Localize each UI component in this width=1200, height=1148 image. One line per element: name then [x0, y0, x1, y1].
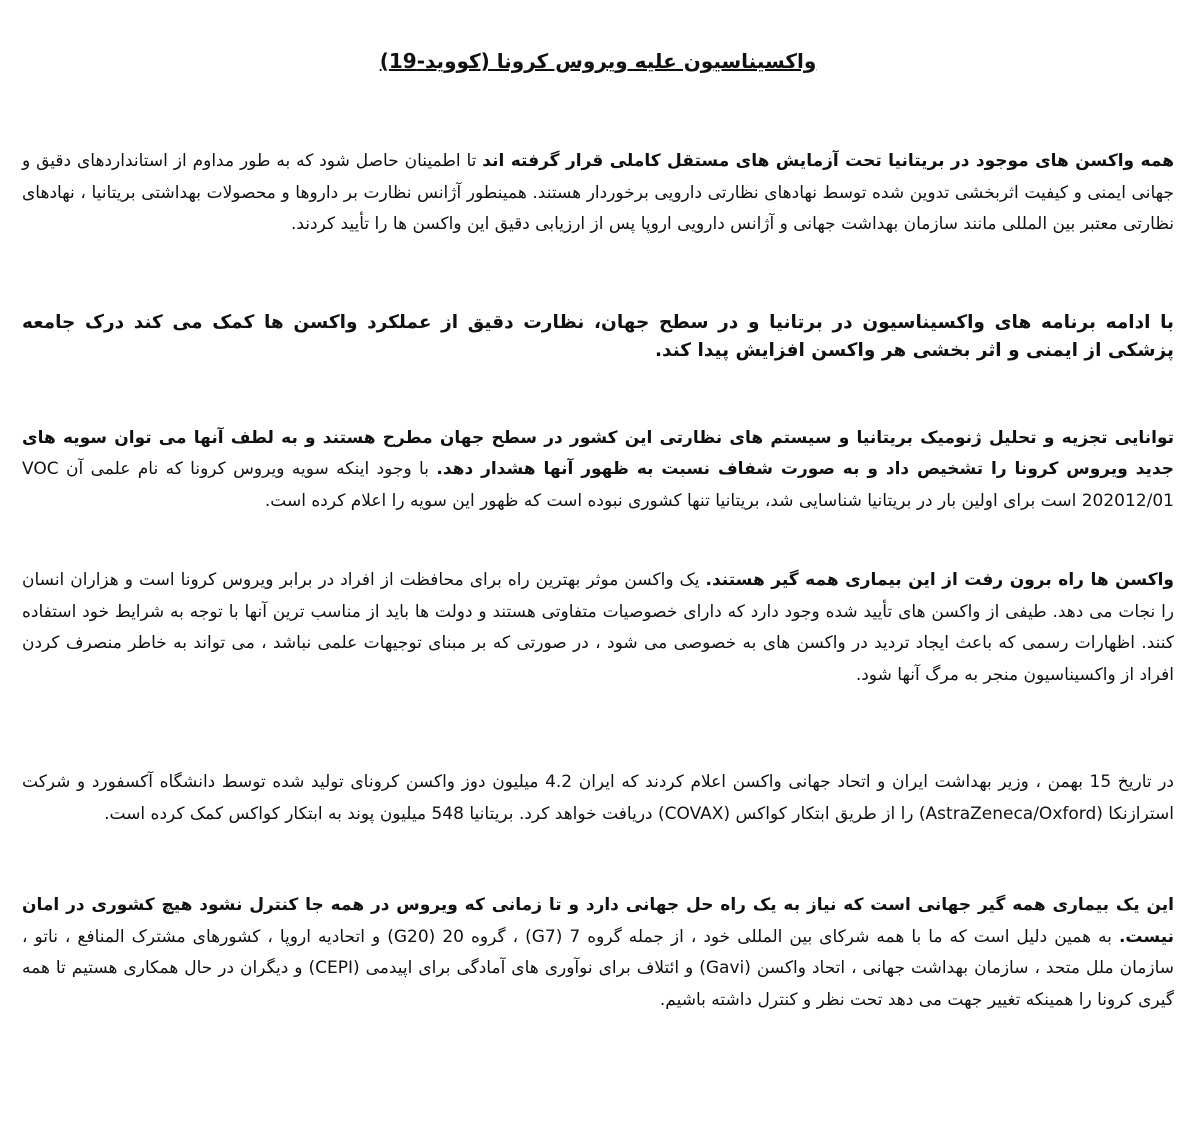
paragraph-bold-lead: توانایی تجزیه و تحلیل ژنومیک بریتانیا و سیستم های نظارتی این کشور در سطح جهان مطرح هستند و به لطف آنها می توان سویه های جدید ویروس کرونا را تشخیص داد و به صورت شفاف نسبت به ظهور آنها هشدار دهد.	[22, 427, 1174, 479]
paragraph-body: یک واکسن موثر بهترین راه برای محافظت از افراد در برابر ویروس کرونا است و هزاران انسان را نجات می دهد. طیفی از واکسن های تأیید شده وجود دارد که دارای خصوصیات متفاوتی هستند و دولت ها باید از مناسب ترین آنها با توجه به شرایط خود استفاده کنند. اظهارات رسمی که باعث ایجاد تردید در واکسن های به خصوصی می شود ، در صورتی که بر مبنای توجیهات علمی نباشد ، می تواند به خاطر منصرف کردن افراد از واکسیناسیون منجر به مرگ آنها شود.	[22, 570, 1174, 685]
paragraph-body: به همین دلیل است که ما با همه شرکای بین المللی خود ، از جمله گروه 7 (G7) ، گروه 20 (G20) و اتحادیه اروپا ، کشورهای مشترک المنافع ، ناتو ، سازمان ملل متحد ، سازمان بهداشت جهانی ، اتحاد واکسن (Gavi) و ائتلاف برای نوآوری های آمادگی برای اپیدمی (CEPI) و دیگران در حال همکاری هستیم تا همه گیری کرونا را همینکه تغییر جهت می دهد تحت نظر و کنترل داشته باشیم.	[22, 926, 1174, 1010]
paragraph-bold-lead: واکسن ها راه برون رفت از این بیماری همه گیر هستند.	[705, 570, 1174, 590]
paragraph-bold-lead: با ادامه برنامه های واکسیناسیون در برتانیا و در سطح جهان، نظارت دقیق از عملکرد واکسن ها کمک می کند درک جامعه پزشکی از ایمنی و اثر بخشی هر واکسن افزایش پیدا کند.	[22, 311, 1174, 361]
paragraph-body: تا اطمینان حاصل شود که به طور مداوم از استانداردهای دقیق و جهانی ایمنی و کیفیت اثربخشی تدوین شده توسط نهادهای نظارتی دارویی برخوردار هستند. همینطور آژانس نظارت بر داروها و محصولات بهداشتی بریتانیا ، نهادهای نظارتی معتبر بین المللی مانند سازمان بهداشت جهانی و آژانس دارویی اروپا پس از ارزیابی دقیق این واکسن ها را تأیید کردند.	[22, 151, 1174, 234]
document-title: واکسیناسیون علیه ویروس کرونا (کووید-19)	[379, 49, 817, 73]
paragraph-bold-lead: این یک بیماری همه گیر جهانی است که نیاز به یک راه حل جهانی دارد و تا زمانی که ویروس در همه جا کنترل نشود هیچ کشوری در امان نیست.	[22, 895, 1175, 947]
paragraph-vaccination-monitoring	[22, 309, 1174, 365]
paragraph-genomic-analysis	[22, 423, 1174, 518]
paragraph-vaccine-approval	[22, 146, 1174, 241]
paragraph-body: در تاریخ 15 بهمن ، وزیر بهداشت ایران و اتحاد جهانی واکسن اعلام کردند که ایران 4.2 میلیون دوز واکسن کرونای تولید شده توسط دانشگاه آکسفورد و شرکت استرازنکا (AstraZeneca/Oxford) را از طریق ابتکار کواکس (COVAX) دریافت خواهد کرد. بریتانیا 548 میلیون پوند به ابتکار کواکس کمک کرده است.	[22, 772, 1174, 824]
paragraph-vaccines-way-out	[22, 565, 1174, 691]
paragraph-global-solution	[22, 890, 1174, 1016]
paragraph-body: با وجود اینکه سویه ویروس کرونا که نام علمی آن VOC 202012/01 است برای اولین بار در بریتانیا شناسایی شد، بریتانیا تنها کشوری نبوده است که ظهور این سویه را اعلام کرده است.	[22, 459, 1174, 511]
paragraph-bold-lead: همه واکسن های موجود در بریتانیا تحت آزمایش های مستقل کاملی قرار گرفته اند	[482, 151, 1174, 171]
paragraph-covax-iran	[22, 767, 1174, 830]
